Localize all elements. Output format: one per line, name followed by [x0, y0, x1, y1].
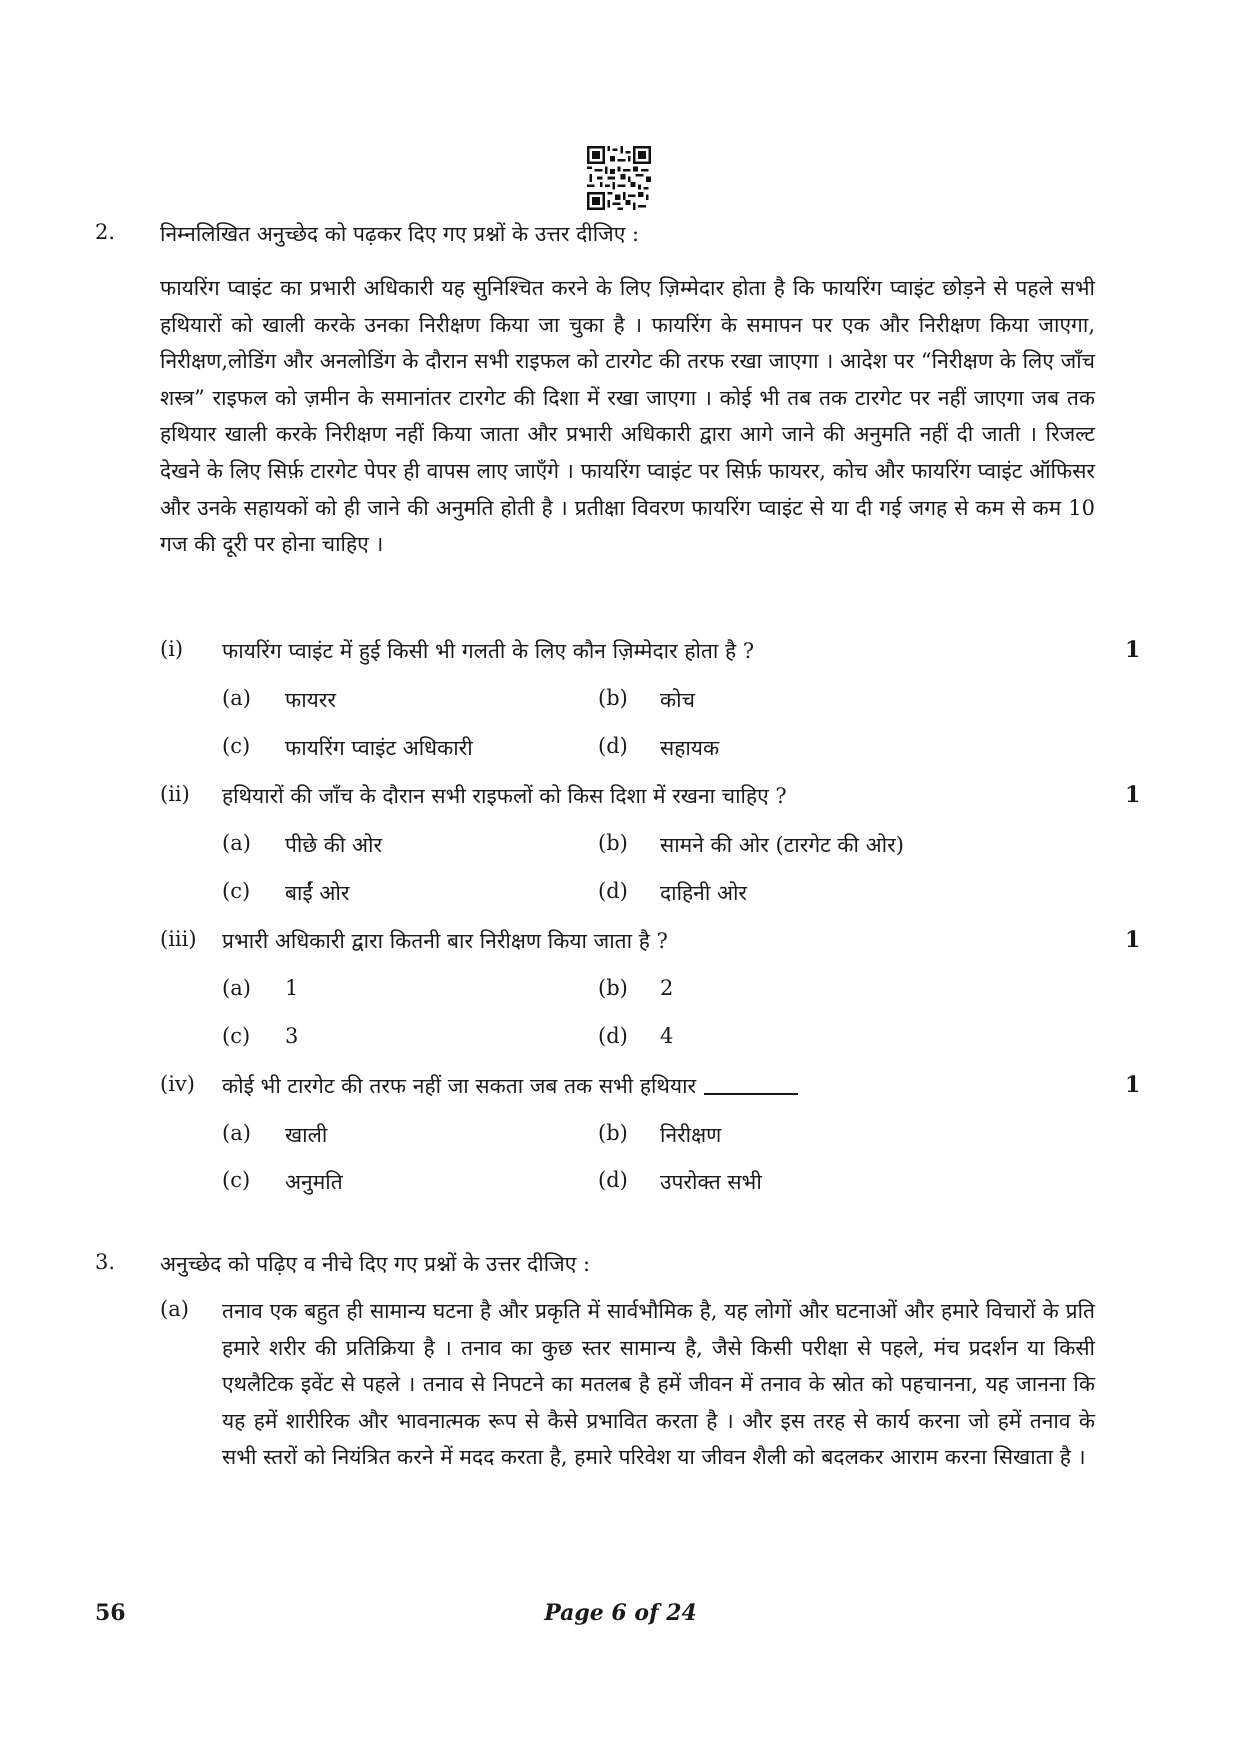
option-letter: (a) — [222, 831, 251, 855]
marks: 1 — [1125, 637, 1141, 663]
option-letter: (a) — [222, 686, 251, 710]
option-text: दाहिनी ओर — [660, 881, 748, 905]
option-letter: (b) — [598, 831, 628, 855]
part-a-label: (a) — [160, 1297, 189, 1321]
question-3-heading: अनुच्छेद को पढ़िए व नीचे दिए गए प्रश्नों के उत्तर दीजिए : — [160, 1252, 591, 1276]
option-text: खाली — [285, 1123, 328, 1147]
answer-blank — [704, 1093, 798, 1095]
option-letter: (c) — [222, 1168, 251, 1192]
option-text: सहायक — [660, 736, 720, 760]
sub-question-text: कोई भी टारगेट की तरफ नहीं जा सकता जब तक सभी हथियार — [222, 1074, 697, 1098]
option-letter: (b) — [598, 686, 628, 710]
option-letter: (d) — [598, 1168, 628, 1192]
option-text: फायरिंग प्वाइंट अधिकारी — [285, 736, 473, 760]
question-3-number: 3. — [95, 1250, 116, 1274]
option-letter: (c) — [222, 734, 251, 758]
marks: 1 — [1125, 782, 1141, 808]
sub-question-number: (ii) — [160, 782, 190, 806]
option-letter: (b) — [598, 976, 628, 1000]
option-letter: (b) — [598, 1121, 628, 1145]
page-number: Page 6 of 24 — [544, 1600, 697, 1626]
option-text: 3 — [285, 1024, 299, 1048]
paper-code: 56 — [95, 1600, 126, 1626]
option-text: 1 — [285, 976, 299, 1000]
option-text: कोच — [660, 688, 695, 712]
sub-question-text: फायरिंग प्वाइंट में हुई किसी भी गलती के लिए कौन ज़िम्मेदार होता है ? — [222, 639, 755, 663]
option-text: 4 — [660, 1024, 674, 1048]
sub-question-number: (i) — [160, 637, 184, 661]
option-text: अनुमति — [285, 1170, 343, 1194]
sub-question-text: प्रभारी अधिकारी द्वारा कितनी बार निरीक्षण किया जाता है ? — [222, 929, 668, 953]
option-letter: (a) — [222, 976, 251, 1000]
option-letter: (c) — [222, 879, 251, 903]
option-letter: (d) — [598, 879, 628, 903]
option-letter: (d) — [598, 1024, 628, 1048]
sub-question-number: (iv) — [160, 1072, 195, 1096]
sub-question-4 — [222, 1072, 798, 1100]
sub-question-text: हथियारों की जाँच के दौरान सभी राइफलों को किस दिशा में रखना चाहिए ? — [222, 784, 787, 808]
question-2-heading: निम्नलिखित अनुच्छेद को पढ़कर दिए गए प्रश्नों के उत्तर दीजिए : — [160, 222, 640, 246]
option-text: सामने की ओर (टारगेट की ओर) — [660, 833, 904, 857]
option-text: फायरर — [285, 688, 336, 712]
marks: 1 — [1125, 1072, 1141, 1098]
option-text: 2 — [660, 976, 674, 1000]
option-text: उपरोक्त सभी — [660, 1170, 762, 1194]
option-letter: (a) — [222, 1121, 251, 1145]
option-letter: (c) — [222, 1024, 251, 1048]
option-text: बाईं ओर — [285, 881, 350, 905]
question-3-passage: तनाव एक बहुत ही सामान्य घटना है और प्रकृति में सार्वभौमिक है, यह लोगों और घटनाओं और हमारे विचारों के प्रति हमारे शरीर की प्रतिक्रिया है । तनाव का कुछ स्तर सामान्य है, जैसे किसी परीक्षा से पहले, मंच प्रदर्शन या किसी एथलैटिक इवेंट से पहले । तनाव से निपटने का मतलब है हमें जीवन में तनाव के स्रोत को पहचानना, यह जानना कि यह हमें शारीरिक और भावनात्मक रूप से कैसे प्रभावित करता है । और इस तरह से कार्य करना जो हमें तनाव के सभी स्तरों को नियंत्रित करने में मदद करता है, हमारे परिवेश या जीवन शैली को बदलकर आराम करना सिखाता है । — [222, 1299, 1095, 1470]
option-text: निरीक्षण — [660, 1123, 722, 1147]
question-2-passage: फायरिंग प्वाइंट का प्रभारी अधिकारी यह सुनिश्चित करने के लिए ज़िम्मेदार होता है कि फायरिंग प्वाइंट छोड़ने से पहले सभी हथियारों को खाली करके उनका निरीक्षण किया जा चुका है । फायरिंग के समापन पर एक और निरीक्षण किया जाएगा, निरीक्षण,लोडिंग और अनलोडिंग के दौरान सभी राइफल को टारगेट की तरफ रखा जाएगा । आदेश पर “निरीक्षण के लिए जाँच शस्त्र” राइफल को ज़मीन के समानांतर टारगेट की दिशा में रखा जाएगा । कोई भी तब तक टारगेट पर नहीं जाएगा जब तक हथियार खाली करके निरीक्षण नहीं किया जाता और प्रभारी अधिकारी द्वारा आगे जाने की अनुमति नहीं दी जाती । रिजल्ट देखने के लिए सिर्फ़ टारगेट पेपर ही वापस लाए जाएँगे । फायरिंग प्वाइंट पर सिर्फ़ फायरर, कोच और फायरिंग प्वाइंट ऑफिसर और उनके सहायकों को ही जाने की अनुमति होती है । प्रतीक्षा विवरण फायरिंग प्वाइंट से या दी गई जगह से कम से कम 10 गज की दूरी पर होना चाहिए । — [160, 276, 1095, 557]
question-2-number: 2. — [95, 220, 116, 244]
option-text: पीछे की ओर — [285, 833, 383, 857]
qr-code-icon — [587, 146, 651, 210]
option-letter: (d) — [598, 734, 628, 758]
sub-question-number: (iii) — [160, 927, 197, 951]
marks: 1 — [1125, 927, 1141, 953]
